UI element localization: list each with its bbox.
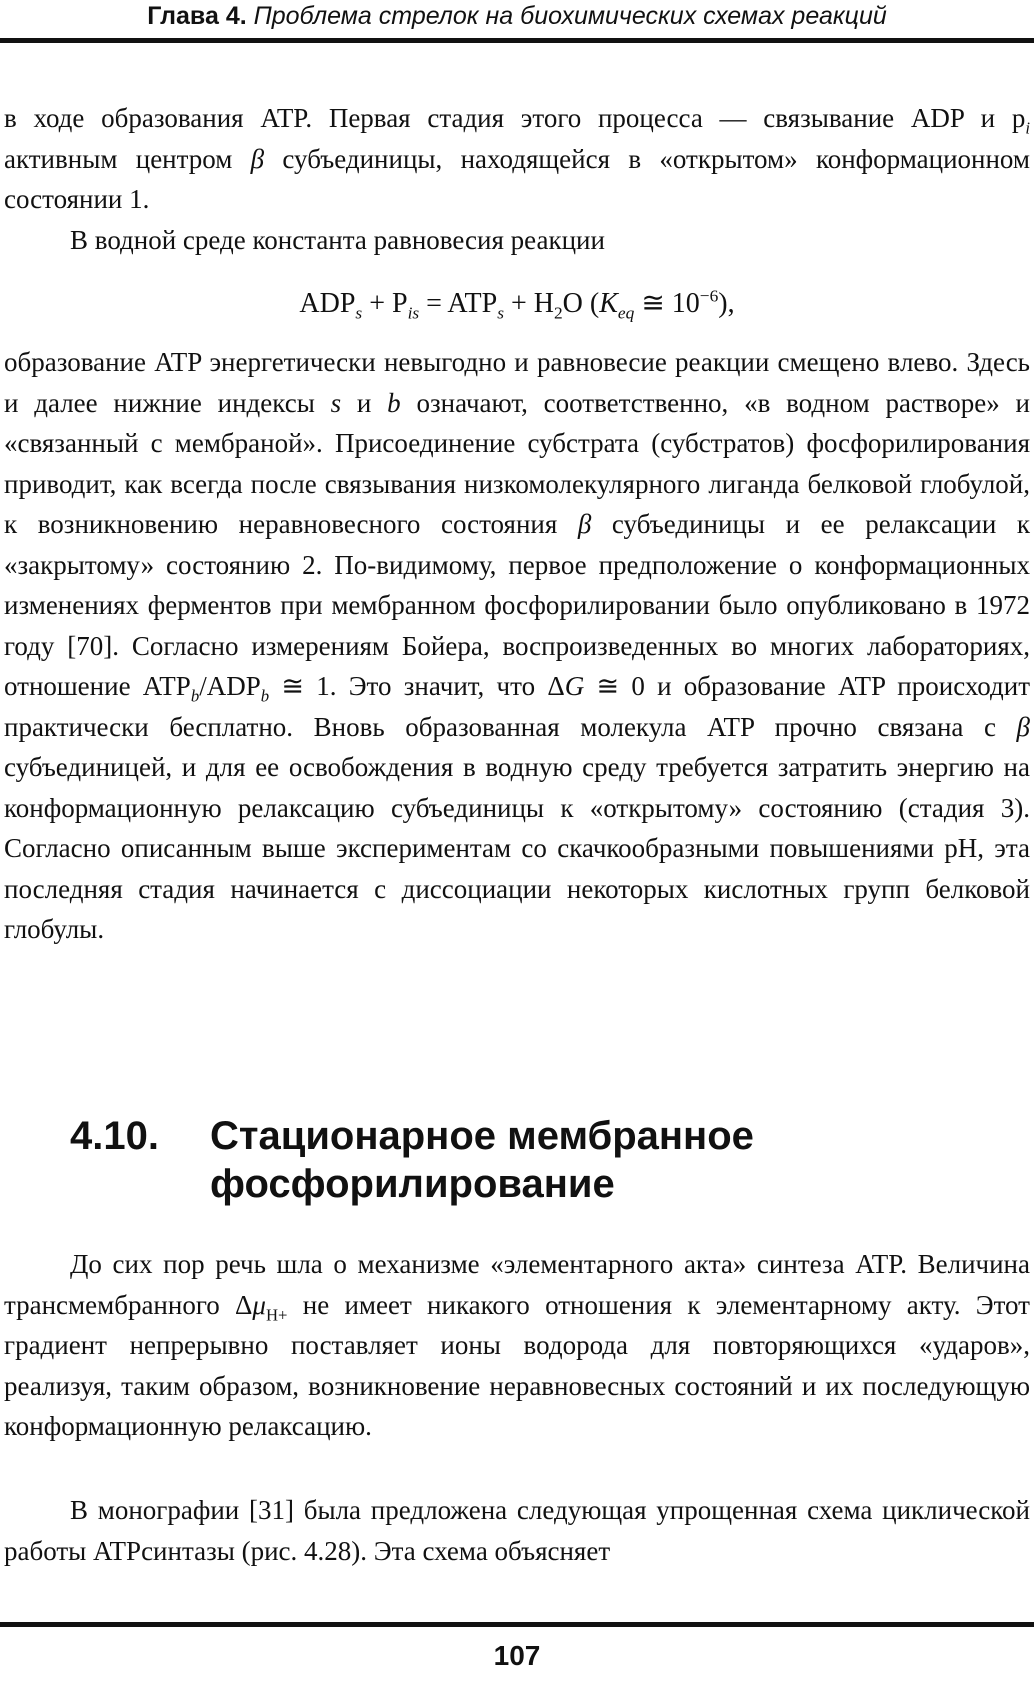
footer-rule	[0, 1622, 1034, 1627]
formula-adp-sub: s	[355, 303, 363, 323]
section-heading	[70, 1112, 970, 1208]
formula-atp-sub: s	[497, 303, 504, 323]
paragraph-3-text-h: субъединицей, и для ее освобождения в водную среду требуется затратить энергию на конформационную релаксацию субъединицы к «открытому» состоянию (стадия 3). Согласно описанным выше экспериментам со скачкообразными повышениями pH, эта последняя стадия начинается с диссоциации некоторых кислотных групп белковой глобулы.	[4, 752, 1030, 944]
formula-k: K	[599, 288, 618, 319]
paragraph-4-text-b: не имеет никакого отношения к элементарному акту. Этот градиент непрерывно поставляет ионы водорода для повторяющихся «ударов», реализуя, таким образом, возникновение неравновесных состояний и их последующую конформационную релаксацию.	[4, 1289, 1030, 1441]
section-number: 4.10.	[70, 1114, 159, 1158]
equilibrium-formula	[0, 280, 1034, 328]
section-title-line-1: Стационарное мембранное	[210, 1114, 754, 1158]
paragraph-3-text-a: образование ATP энергетически невыгодно и равновесие реакции смещено влево. Здесь и далее нижние индексы	[4, 347, 1030, 418]
gibbs-g: G	[564, 671, 585, 701]
text-block-top	[4, 98, 1030, 260]
formula-open-paren: (	[582, 288, 600, 319]
running-header	[0, 0, 1034, 36]
formula-o: O	[562, 288, 583, 319]
paragraph-2: В водной среде константа равновесия реакции	[70, 224, 605, 255]
formula-k-sub: eq	[617, 303, 635, 323]
chapter-number: Глава 4.	[147, 2, 247, 30]
paragraph-1-text-b: активным центром	[4, 143, 251, 174]
paragraph-3-text-d: субъединицы и ее релаксации к «закрытому» состоянию 2. По-видимому, первое предположение о конформационных изменениях ферментов при мембранном фосфорилировании было опубликовано в 1972 году [70]. Согласно измерениям Бойера, воспроизведенных во многих лабораториях, отношение ATP	[4, 509, 1030, 701]
text-block-middle	[4, 342, 1030, 950]
paragraph-1	[4, 98, 1030, 220]
paragraph-3-text-e: /ADP	[199, 671, 261, 701]
header-rule	[0, 38, 1034, 43]
paragraph-3-text-b: и	[341, 387, 388, 418]
paragraph-3-text-f: ≅ 1. Это значит, что Δ	[269, 671, 565, 701]
beta-symbol: β	[1016, 711, 1030, 742]
chapter-title: Проблема стрелок на биохимических схемах реакций	[253, 2, 887, 30]
paragraph-3-text-c: означают, соответственно, «в водном растворе» и «связанный с мембраной». Присоединение субстрата (субстратов) фосфорилирования приводит, как всегда после связывания низкомолекулярного лиганда белковой глобулой, к возникновению неравновесного состояния	[4, 387, 1030, 539]
paragraph-1-text-c: субъединицы, находящейся в «открытом» конформационном состоянии 1.	[4, 143, 1030, 214]
adp-sub-b: b	[260, 686, 270, 706]
paragraph-5: В монографии [31] была предложена следующая упрощенная схема циклической работы ATPсинтазы (рис. 4.28). Эта схема объясняет	[4, 1495, 1030, 1566]
text-block-section	[4, 1244, 1030, 1447]
paragraph-3	[4, 342, 1030, 950]
index-b: b	[387, 387, 401, 418]
paragraph-1-text-a: в ходе образования ATP. Первая стадия этого процесса — связывание ADP и p	[4, 103, 1026, 133]
section-title-line-2: фосфорилирование	[210, 1162, 615, 1206]
paragraph-4-text-a: До сих пор речь шла о механизме «элементарного акта» синтеза ATP. Величина трансмембранного Δ	[4, 1249, 1030, 1320]
formula-plus-h: + H	[503, 288, 554, 319]
page-number: 107	[493, 1640, 541, 1671]
formula-adp: ADP	[299, 288, 356, 319]
atp-sub-b: b	[190, 686, 200, 706]
formula-h-sub: 2	[553, 303, 563, 323]
formula-plus-p: + P	[362, 288, 408, 319]
index-s: s	[330, 387, 342, 418]
paragraph-4	[4, 1244, 1030, 1447]
beta-symbol: β	[250, 143, 265, 174]
paragraph-3-text-g: ≅ 0 и образование ATP происходит практически бесплатно. Вновь образованная молекула ATP прочно связана с	[4, 671, 1030, 742]
beta-symbol: β	[577, 509, 592, 539]
mu-sub-h: H+	[265, 1304, 288, 1324]
mu-symbol: μ	[252, 1289, 266, 1320]
text-block-bottom	[4, 1490, 1030, 1571]
formula-equals-atp: = ATP	[419, 288, 498, 319]
formula-approx: ≅ 10	[634, 288, 700, 319]
paragraph-1-sub-i: i	[1025, 118, 1030, 138]
formula-close-paren: ),	[718, 288, 735, 319]
formula-p-sub: is	[407, 303, 420, 323]
formula-exponent: −6	[699, 286, 719, 306]
